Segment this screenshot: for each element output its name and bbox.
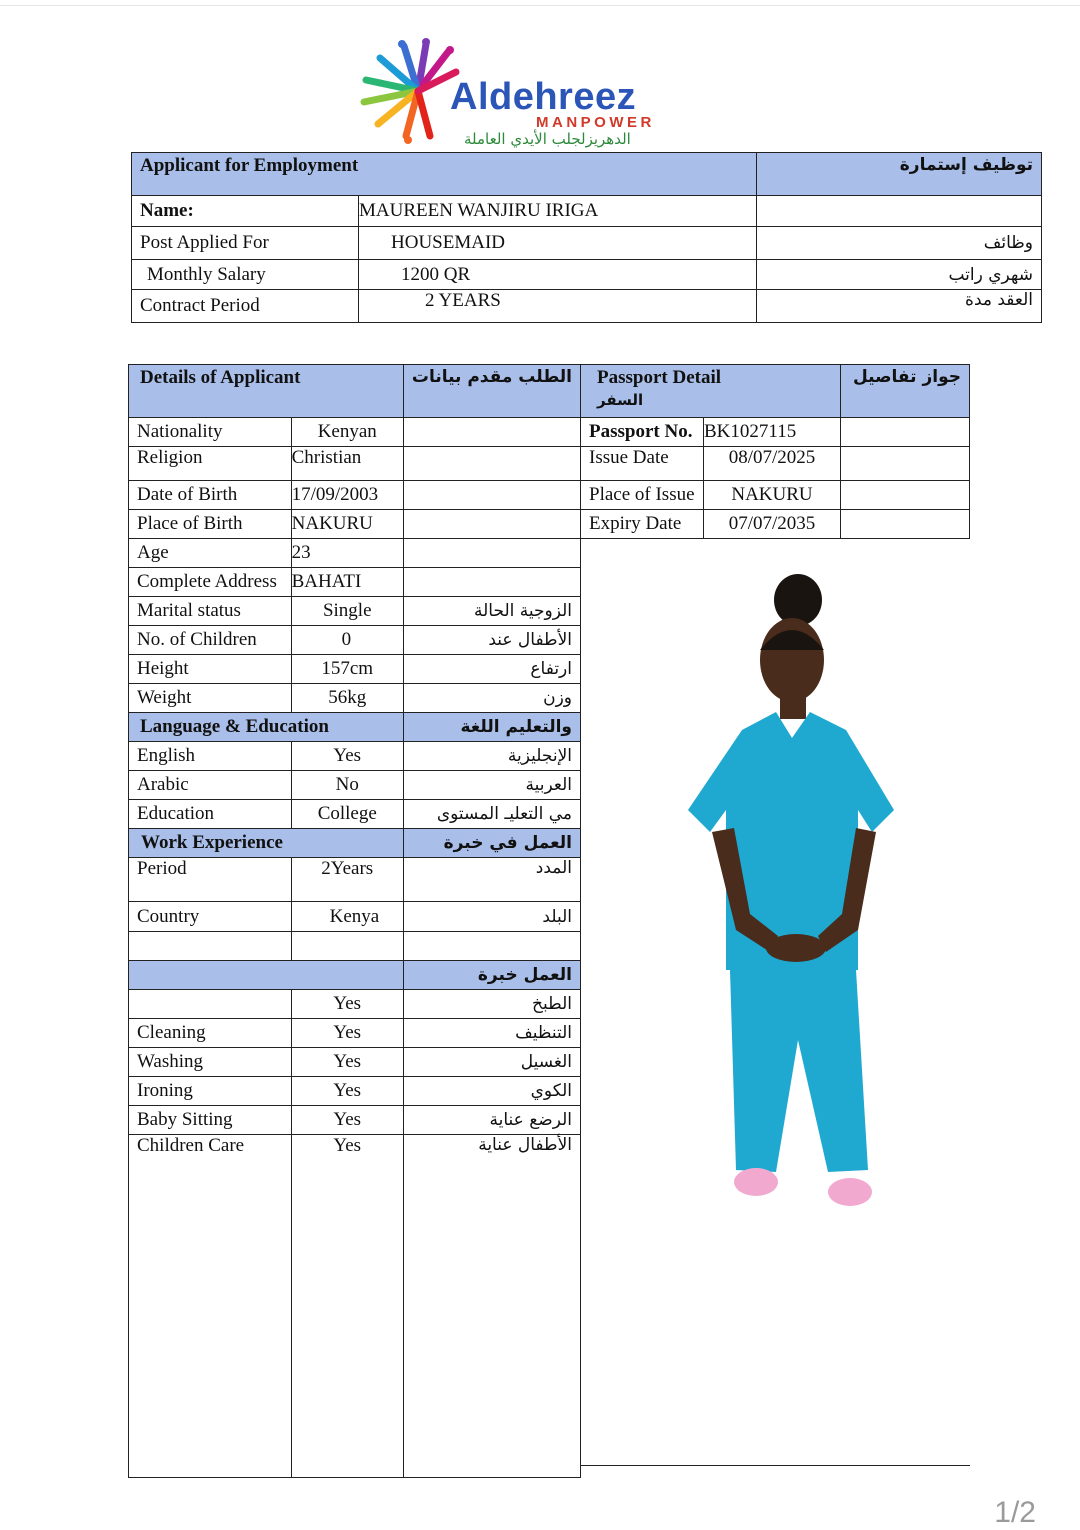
table-row bbox=[129, 510, 581, 539]
row-arabic bbox=[403, 510, 580, 539]
row-value: Yes bbox=[291, 1106, 403, 1135]
details-header bbox=[129, 365, 581, 418]
row-arabic: شهري راتب bbox=[757, 260, 1042, 290]
row-arabic: الكوي bbox=[403, 1077, 580, 1106]
row-value: Yes bbox=[291, 1048, 403, 1077]
language-title-arabic: والتعليم اللغة bbox=[403, 713, 580, 742]
row-arabic: الإنجليزية bbox=[403, 742, 580, 771]
table-row bbox=[129, 1019, 581, 1048]
row-label: Passport No. bbox=[581, 418, 704, 447]
work-title: Work Experience bbox=[129, 829, 404, 858]
row-value: No bbox=[291, 771, 403, 800]
employment-header bbox=[132, 153, 1042, 196]
table-row bbox=[129, 1077, 581, 1106]
row-label: Marital status bbox=[129, 597, 292, 626]
table-row bbox=[129, 597, 581, 626]
table-row bbox=[581, 481, 970, 510]
top-divider bbox=[0, 5, 1080, 6]
row-label: Weight bbox=[129, 684, 292, 713]
table-row bbox=[129, 932, 581, 961]
bottom-rule bbox=[580, 1465, 970, 1466]
language-header bbox=[129, 713, 581, 742]
passport-title-cell bbox=[581, 365, 841, 418]
table-row bbox=[129, 568, 581, 597]
row-arabic bbox=[403, 418, 580, 447]
table-row bbox=[129, 684, 581, 713]
row-value: Kenyan bbox=[291, 418, 403, 447]
brand-name: Aldehreez bbox=[450, 76, 637, 118]
row-extra bbox=[841, 447, 970, 481]
table-row bbox=[581, 510, 970, 539]
page-number: 1/2 bbox=[994, 1496, 1036, 1529]
brand-arabic-name: الدهريزلجلب الأيدي العاملة bbox=[464, 130, 631, 148]
row-value: BAHATI bbox=[291, 568, 403, 597]
row-value: NAKURU bbox=[291, 510, 403, 539]
row-label bbox=[129, 932, 292, 961]
row-arabic: التنظيف bbox=[403, 1019, 580, 1048]
table-row bbox=[129, 1048, 581, 1077]
employment-table bbox=[131, 152, 1042, 323]
row-value: 17/09/2003 bbox=[291, 481, 403, 510]
row-arabic: العربية bbox=[403, 771, 580, 800]
language-title: Language & Education bbox=[129, 713, 404, 742]
row-arabic bbox=[757, 196, 1042, 227]
work-header bbox=[129, 829, 581, 858]
row-label: Place of Birth bbox=[129, 510, 292, 539]
row-arabic: الطبخ bbox=[403, 990, 580, 1019]
row-label: Monthly Salary bbox=[132, 260, 359, 290]
row-arabic: الغسيل bbox=[403, 1048, 580, 1077]
row-label: Period bbox=[129, 858, 292, 902]
brand-subtitle: MANPOWER bbox=[536, 114, 655, 131]
row-value: 08/07/2025 bbox=[704, 447, 841, 481]
row-label: Education bbox=[129, 800, 292, 829]
table-row bbox=[129, 481, 581, 510]
row-value: 56kg bbox=[291, 684, 403, 713]
row-arabic: العقد مدة bbox=[757, 290, 1042, 323]
table-row bbox=[581, 418, 970, 447]
row-value: 23 bbox=[291, 539, 403, 568]
row-label: Name: bbox=[132, 196, 359, 227]
employment-title-arabic: توظيف إستمارة bbox=[757, 153, 1042, 196]
table-row bbox=[132, 196, 1042, 227]
row-label: Ironing bbox=[129, 1077, 292, 1106]
row-arabic: المدد bbox=[403, 858, 580, 902]
row-label: Issue Date bbox=[581, 447, 704, 481]
skills-title-empty bbox=[129, 961, 404, 990]
row-arabic: البلد bbox=[403, 902, 580, 932]
table-row bbox=[129, 858, 581, 902]
row-value: Christian bbox=[291, 447, 403, 481]
row-label: Religion bbox=[129, 447, 292, 481]
row-value: HOUSEMAID bbox=[359, 227, 757, 260]
row-arabic bbox=[403, 932, 580, 961]
passport-title-arabic: جواز تفاصيل bbox=[841, 365, 970, 418]
table-row bbox=[129, 1106, 581, 1135]
row-arabic: مي التعليـ المستوى bbox=[403, 800, 580, 829]
row-label: Age bbox=[129, 539, 292, 568]
row-value: 2Years bbox=[291, 858, 403, 902]
details-title: Details of Applicant bbox=[129, 365, 404, 418]
passport-header bbox=[581, 365, 970, 418]
passport-title-arabic-line2: السفر bbox=[597, 391, 644, 409]
row-label: Cleaning bbox=[129, 1019, 292, 1048]
row-label: Height bbox=[129, 655, 292, 684]
row-value: Yes bbox=[291, 1077, 403, 1106]
row-arabic bbox=[403, 481, 580, 510]
row-value: 07/07/2035 bbox=[704, 510, 841, 539]
row-arabic: الرضع عناية bbox=[403, 1106, 580, 1135]
row-arabic bbox=[403, 568, 580, 597]
row-arabic: ارتفاع bbox=[403, 655, 580, 684]
row-arabic: وزن bbox=[403, 684, 580, 713]
skills-title-arabic: العمل خبرة bbox=[403, 961, 580, 990]
row-label: No. of Children bbox=[129, 626, 292, 655]
employment-title: Applicant for Employment bbox=[132, 153, 757, 196]
table-row bbox=[129, 742, 581, 771]
row-label: Baby Sitting bbox=[129, 1106, 292, 1135]
table-row bbox=[129, 447, 581, 481]
row-value: College bbox=[291, 800, 403, 829]
details-title-arabic: الطلب مقدم بيانات bbox=[403, 365, 580, 418]
table-row bbox=[129, 771, 581, 800]
row-value: 0 bbox=[291, 626, 403, 655]
row-value: BK1027115 bbox=[704, 418, 841, 447]
table-row bbox=[132, 227, 1042, 260]
row-value: NAKURU bbox=[704, 481, 841, 510]
row-arabic: الزوجية الحالة bbox=[403, 597, 580, 626]
table-row bbox=[129, 626, 581, 655]
work-title-arabic: العمل في خبرة bbox=[403, 829, 580, 858]
row-value bbox=[291, 932, 403, 961]
table-row bbox=[129, 990, 581, 1019]
table-row bbox=[129, 902, 581, 932]
row-label: Post Applied For bbox=[132, 227, 359, 260]
row-arabic: الأطفال عند bbox=[403, 626, 580, 655]
row-arabic: الأطفال عناية bbox=[403, 1135, 580, 1478]
row-label: Place of Issue bbox=[581, 481, 704, 510]
row-arabic bbox=[403, 539, 580, 568]
row-extra bbox=[841, 481, 970, 510]
row-label bbox=[129, 990, 292, 1019]
applicant-photo bbox=[680, 570, 920, 1230]
applicant-details-table bbox=[128, 364, 581, 1478]
row-value: 157cm bbox=[291, 655, 403, 684]
table-row bbox=[129, 800, 581, 829]
row-value: Yes bbox=[291, 742, 403, 771]
row-value: 1200 QR bbox=[359, 260, 757, 290]
row-value: Yes bbox=[291, 1019, 403, 1048]
table-row bbox=[129, 655, 581, 684]
table-row bbox=[129, 418, 581, 447]
row-extra bbox=[841, 510, 970, 539]
row-label: Nationality bbox=[129, 418, 292, 447]
row-label: Date of Birth bbox=[129, 481, 292, 510]
table-row bbox=[129, 539, 581, 568]
row-label: Complete Address bbox=[129, 568, 292, 597]
row-arabic bbox=[403, 447, 580, 481]
table-row bbox=[132, 260, 1042, 290]
row-label: Country bbox=[129, 902, 292, 932]
row-value: Yes bbox=[291, 990, 403, 1019]
row-label: Arabic bbox=[129, 771, 292, 800]
company-logo bbox=[356, 36, 726, 154]
row-arabic: وظائف bbox=[757, 227, 1042, 260]
row-label: Washing bbox=[129, 1048, 292, 1077]
row-value: Kenya bbox=[291, 902, 403, 932]
row-extra bbox=[841, 418, 970, 447]
row-value: 2 YEARS bbox=[359, 290, 757, 323]
skills-header bbox=[129, 961, 581, 990]
table-row bbox=[132, 290, 1042, 323]
row-value: MAUREEN WANJIRU IRIGA bbox=[359, 196, 757, 227]
row-label: Contract Period bbox=[132, 290, 359, 323]
passport-table bbox=[580, 364, 970, 539]
passport-title: Passport Detail bbox=[597, 367, 722, 388]
table-row bbox=[129, 1135, 581, 1478]
row-value: Yes bbox=[291, 1135, 403, 1478]
row-value: Single bbox=[291, 597, 403, 626]
table-row bbox=[581, 447, 970, 481]
row-label: English bbox=[129, 742, 292, 771]
row-label: Expiry Date bbox=[581, 510, 704, 539]
row-label: Children Care bbox=[129, 1135, 292, 1478]
